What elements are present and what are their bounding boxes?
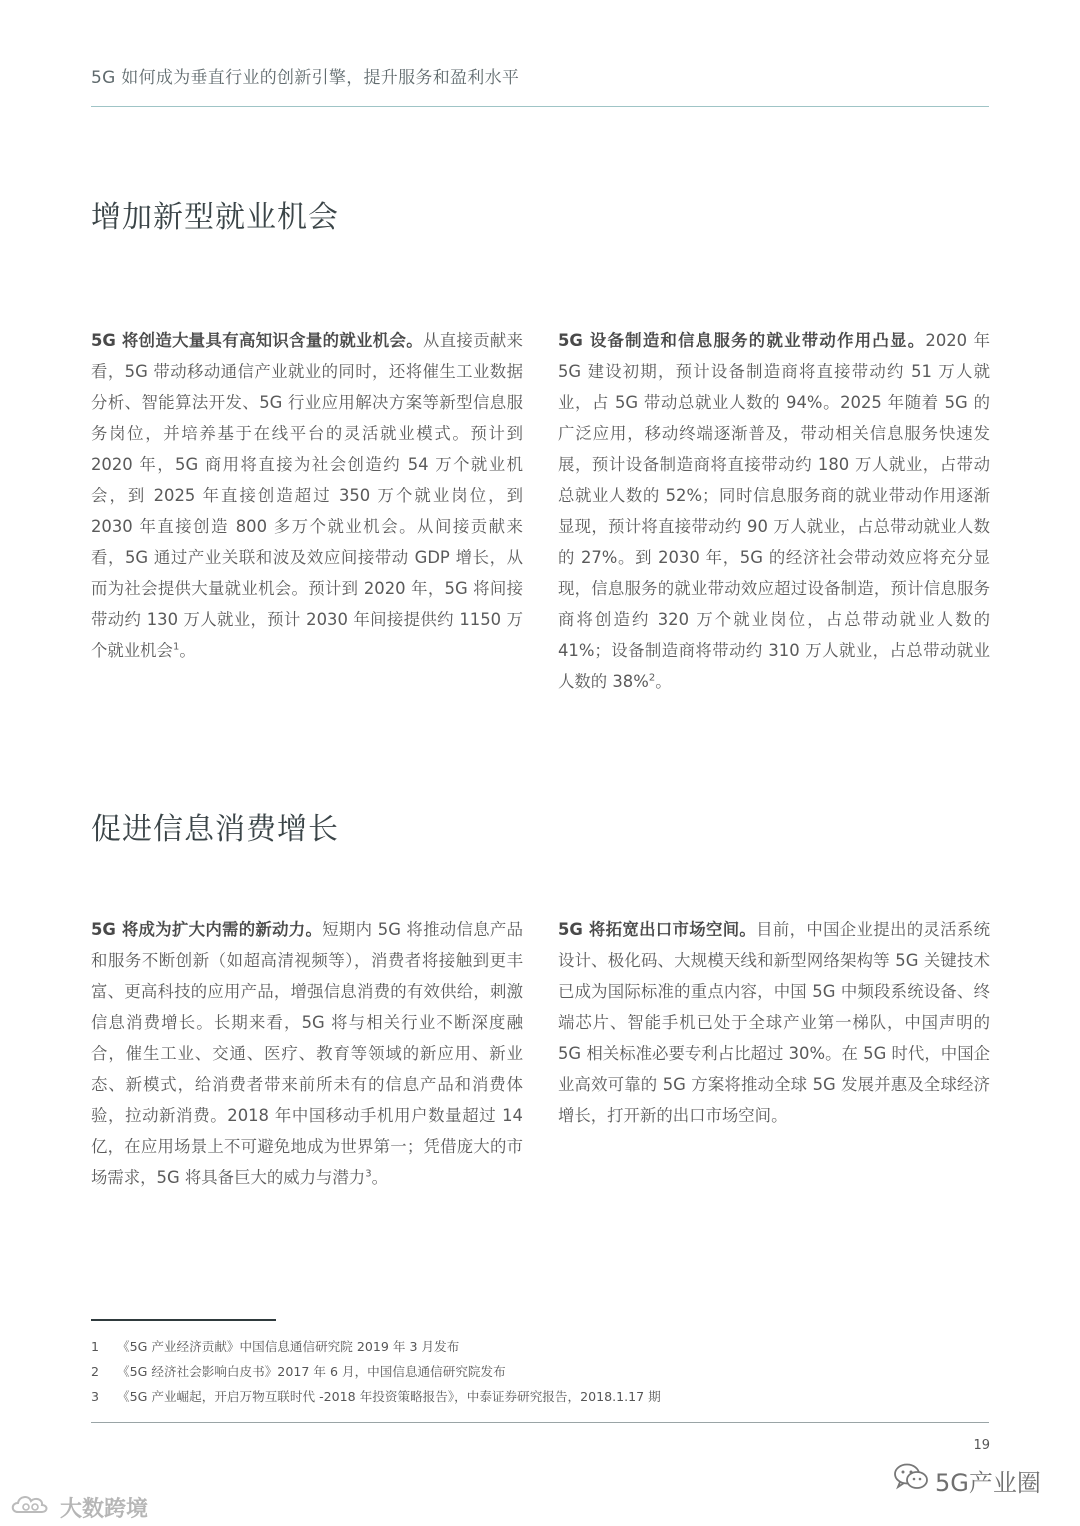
footnote-item xyxy=(91,1359,989,1384)
footnote-rule xyxy=(91,1319,276,1321)
footer-divider xyxy=(91,1422,989,1423)
paragraph-consumption-left: 5G 将成为扩大内需的新动力。短期内 5G 将推动信息产品和服务不断创新（如超高清视频等），消费者将接触到更丰富、更高科技的应用产品，增强信息消费的有效供给，刺激信息消费增长。长期来看，5G 将与相关行业不断深度融合，催生工业、交通、医疗、教育等领域的新应用、新业态、新模式，给消费者带来前所未有的信息产品和消费体验，拉动新消费。2018 年中国移动手机用户数量超过 14 亿，在应用场景上不可避免地成为世界第一；凭借庞大的市场需求，5G 将具备巨大的威力与潜力$^3$。 xyxy=(91,920,523,1187)
section-heading-employment: 增加新型就业机会 xyxy=(91,200,339,235)
footnote-item xyxy=(91,1384,989,1409)
footnote-number: 2 xyxy=(91,1364,100,1379)
footnote-text: 《5G 产业崛起，开启万物互联时代 -2018 年投资策略报告》，中泰证券研究报告，2018.1.17 期 xyxy=(117,1389,661,1404)
section-heading-consumption: 促进信息消费增长 xyxy=(91,812,339,847)
cloud-logo-icon xyxy=(8,1490,56,1524)
footnote-ref[interactable]: 3 xyxy=(365,1168,372,1180)
paragraph-body: 短期内 5G 将推动信息产品和服务不断创新（如超高清视频等），消费者将接触到更丰富、更高科技的应用产品，增强信息消费的有效供给，刺激信息消费增长。长期来看，5G 将与相关行业不断深度融合，催生工业、交通、医疗、教育等领域的新应用、新业态、新模式，给消费者带来前所未有的信息产品和消费体验，拉动新消费。2018 年中国移动手机用户数量超过 14 亿，在应用场景上不可避免地成为世界第一；凭借庞大的市场需求，5G 将具备巨大的威力与潜力 xyxy=(91,920,523,1187)
footnote-number: 1 xyxy=(91,1339,100,1354)
footnote-text: 《5G 产业经济贡献》中国信息通信研究院 2019 年 3 月发布 xyxy=(117,1339,460,1354)
paragraph-body: 从直接贡献来看，5G 带动移动通信产业就业的同时，还将催生工业数据分析、智能算法开发、5G 行业应用解决方案等新型信息服务岗位，并培养基于在线平台的灵活就业模式。预计到 2020 年，5G 商用将直接为社会创造约 54 万个就业机会，到 2025 年直接创造超过 350 万个就业岗位，到 2030 年直接创造 800 多万个就业机会。从间接贡献来看，5G 通过产业关联和波及效应间接带动 GDP 增长，从而为社会提供大量就业机会。预计到 2020 年，5G 将间接带动约 130 万人就业，预计 2030 年间接提供约 1150 万个就业机会 xyxy=(91,331,523,660)
wechat-icon xyxy=(893,1462,929,1498)
paragraph-lead: 5G 将成为扩大内需的新动力。 xyxy=(91,920,323,939)
paragraph-lead: 5G 将创造大量具有高知识含量的就业机会。 xyxy=(91,331,423,350)
page-number: 19 xyxy=(973,1438,990,1453)
footnote-ref[interactable]: 1 xyxy=(172,641,180,653)
paragraph-lead: 5G 将拓宽出口市场空间。 xyxy=(558,920,757,939)
watermark-text: 5G产业圈 xyxy=(935,1468,1041,1497)
paragraph-consumption-right xyxy=(558,914,990,1131)
header-divider xyxy=(91,106,989,107)
running-header xyxy=(91,66,989,90)
footnote-number: 3 xyxy=(91,1389,100,1404)
header-title: 5G 如何成为垂直行业的创新引擎，提升服务和盈利水平 xyxy=(91,68,520,88)
paragraph-body: 目前，中国企业提出的灵活系统设计、极化码、大规模天线和新型网络架构等 5G 关键技术已成为国际标准的重点内容，中国 5G 中频段系统设备、终端芯片、智能手机已处于全球产业第一梯队，中国声明的 5G 相关标准必要专利占比超过 30%。在 5G 时代，中国企业高效可靠的 5G 方案将推动全球 5G 发展并惠及全球经济增长，打开新的出口市场空间。 xyxy=(558,920,990,1125)
footnotes xyxy=(91,1334,989,1409)
watermark-wechat xyxy=(893,1462,1041,1498)
footnote-ref[interactable]: 2 xyxy=(648,672,656,684)
paragraph-employment-right: 5G 设备制造和信息服务的就业带动作用凸显。2020 年 5G 建设初期，预计设备制造商将直接带动约 51 万人就业，占 5G 带动总就业人数的 94%。2025 年随着 5G 的广泛应用，移动终端逐渐普及，带动相关信息服务快速发展，预计设备制造商将直接带动约 180 万人就业，占带动总就业人数的 52%；同时信息服务商的就业带动作用逐渐显现，预计将直接带动约 90 万人就业，占总带动就业人数的 27%。到 2030 年，5G 的经济社会带动效应将充分显现，信息服务的就业带动效应超过设备制造，预计信息服务商将创造约 320 万个就业岗位，占总带动就业人数的 41%；设备制造商将带动约 310 万人就业，占总带动就业人数的 38%$^2$。 xyxy=(558,331,990,691)
footnote-item xyxy=(91,1334,989,1359)
watermark-text: 大数跨境 xyxy=(60,1496,149,1522)
footnote-text: 《5G 经济社会影响白皮书》2017 年 6 月，中国信息通信研究院发布 xyxy=(117,1364,506,1379)
paragraph-body: 2020 年 5G 建设初期，预计设备制造商将直接带动约 51 万人就业，占 5G 带动总就业人数的 94%。2025 年随着 5G 的广泛应用，移动终端逐渐普及，带动相关信息服务快速发展，预计设备制造商将直接带动约 180 万人就业，占带动总就业人数的 52%；同时信息服务商的就业带动作用逐渐显现，预计将直接带动约 90 万人就业，占总带动就业人数的 27%。到 2030 年，5G 的经济社会带动效应将充分显现，信息服务的就业带动效应超过设备制造，预计信息服务商将创造约 320 万个就业岗位，占总带动就业人数的 41%；设备制造商将带动约 310 万人就业，占总带动就业人数的 38% xyxy=(558,331,990,691)
paragraph-employment-left: 5G 将创造大量具有高知识含量的就业机会。从直接贡献来看，5G 带动移动通信产业就业的同时，还将催生工业数据分析、智能算法开发、5G 行业应用解决方案等新型信息服务岗位，并培养基于在线平台的灵活就业模式。预计到 2020 年，5G 商用将直接为社会创造约 54 万个就业机会，到 2025 年直接创造超过 350 万个就业岗位，到 2030 年直接创造 800 多万个就业机会。从间接贡献来看，5G 通过产业关联和波及效应间接带动 GDP 增长，从而为社会提供大量就业机会。预计到 2020 年，5G 将间接带动约 130 万人就业，预计 2030 年间接提供约 1150 万个就业机会$^1$。 xyxy=(91,331,523,660)
paragraph-lead: 5G 设备制造和信息服务的就业带动作用凸显。 xyxy=(558,331,926,350)
watermark-source xyxy=(8,1490,148,1524)
